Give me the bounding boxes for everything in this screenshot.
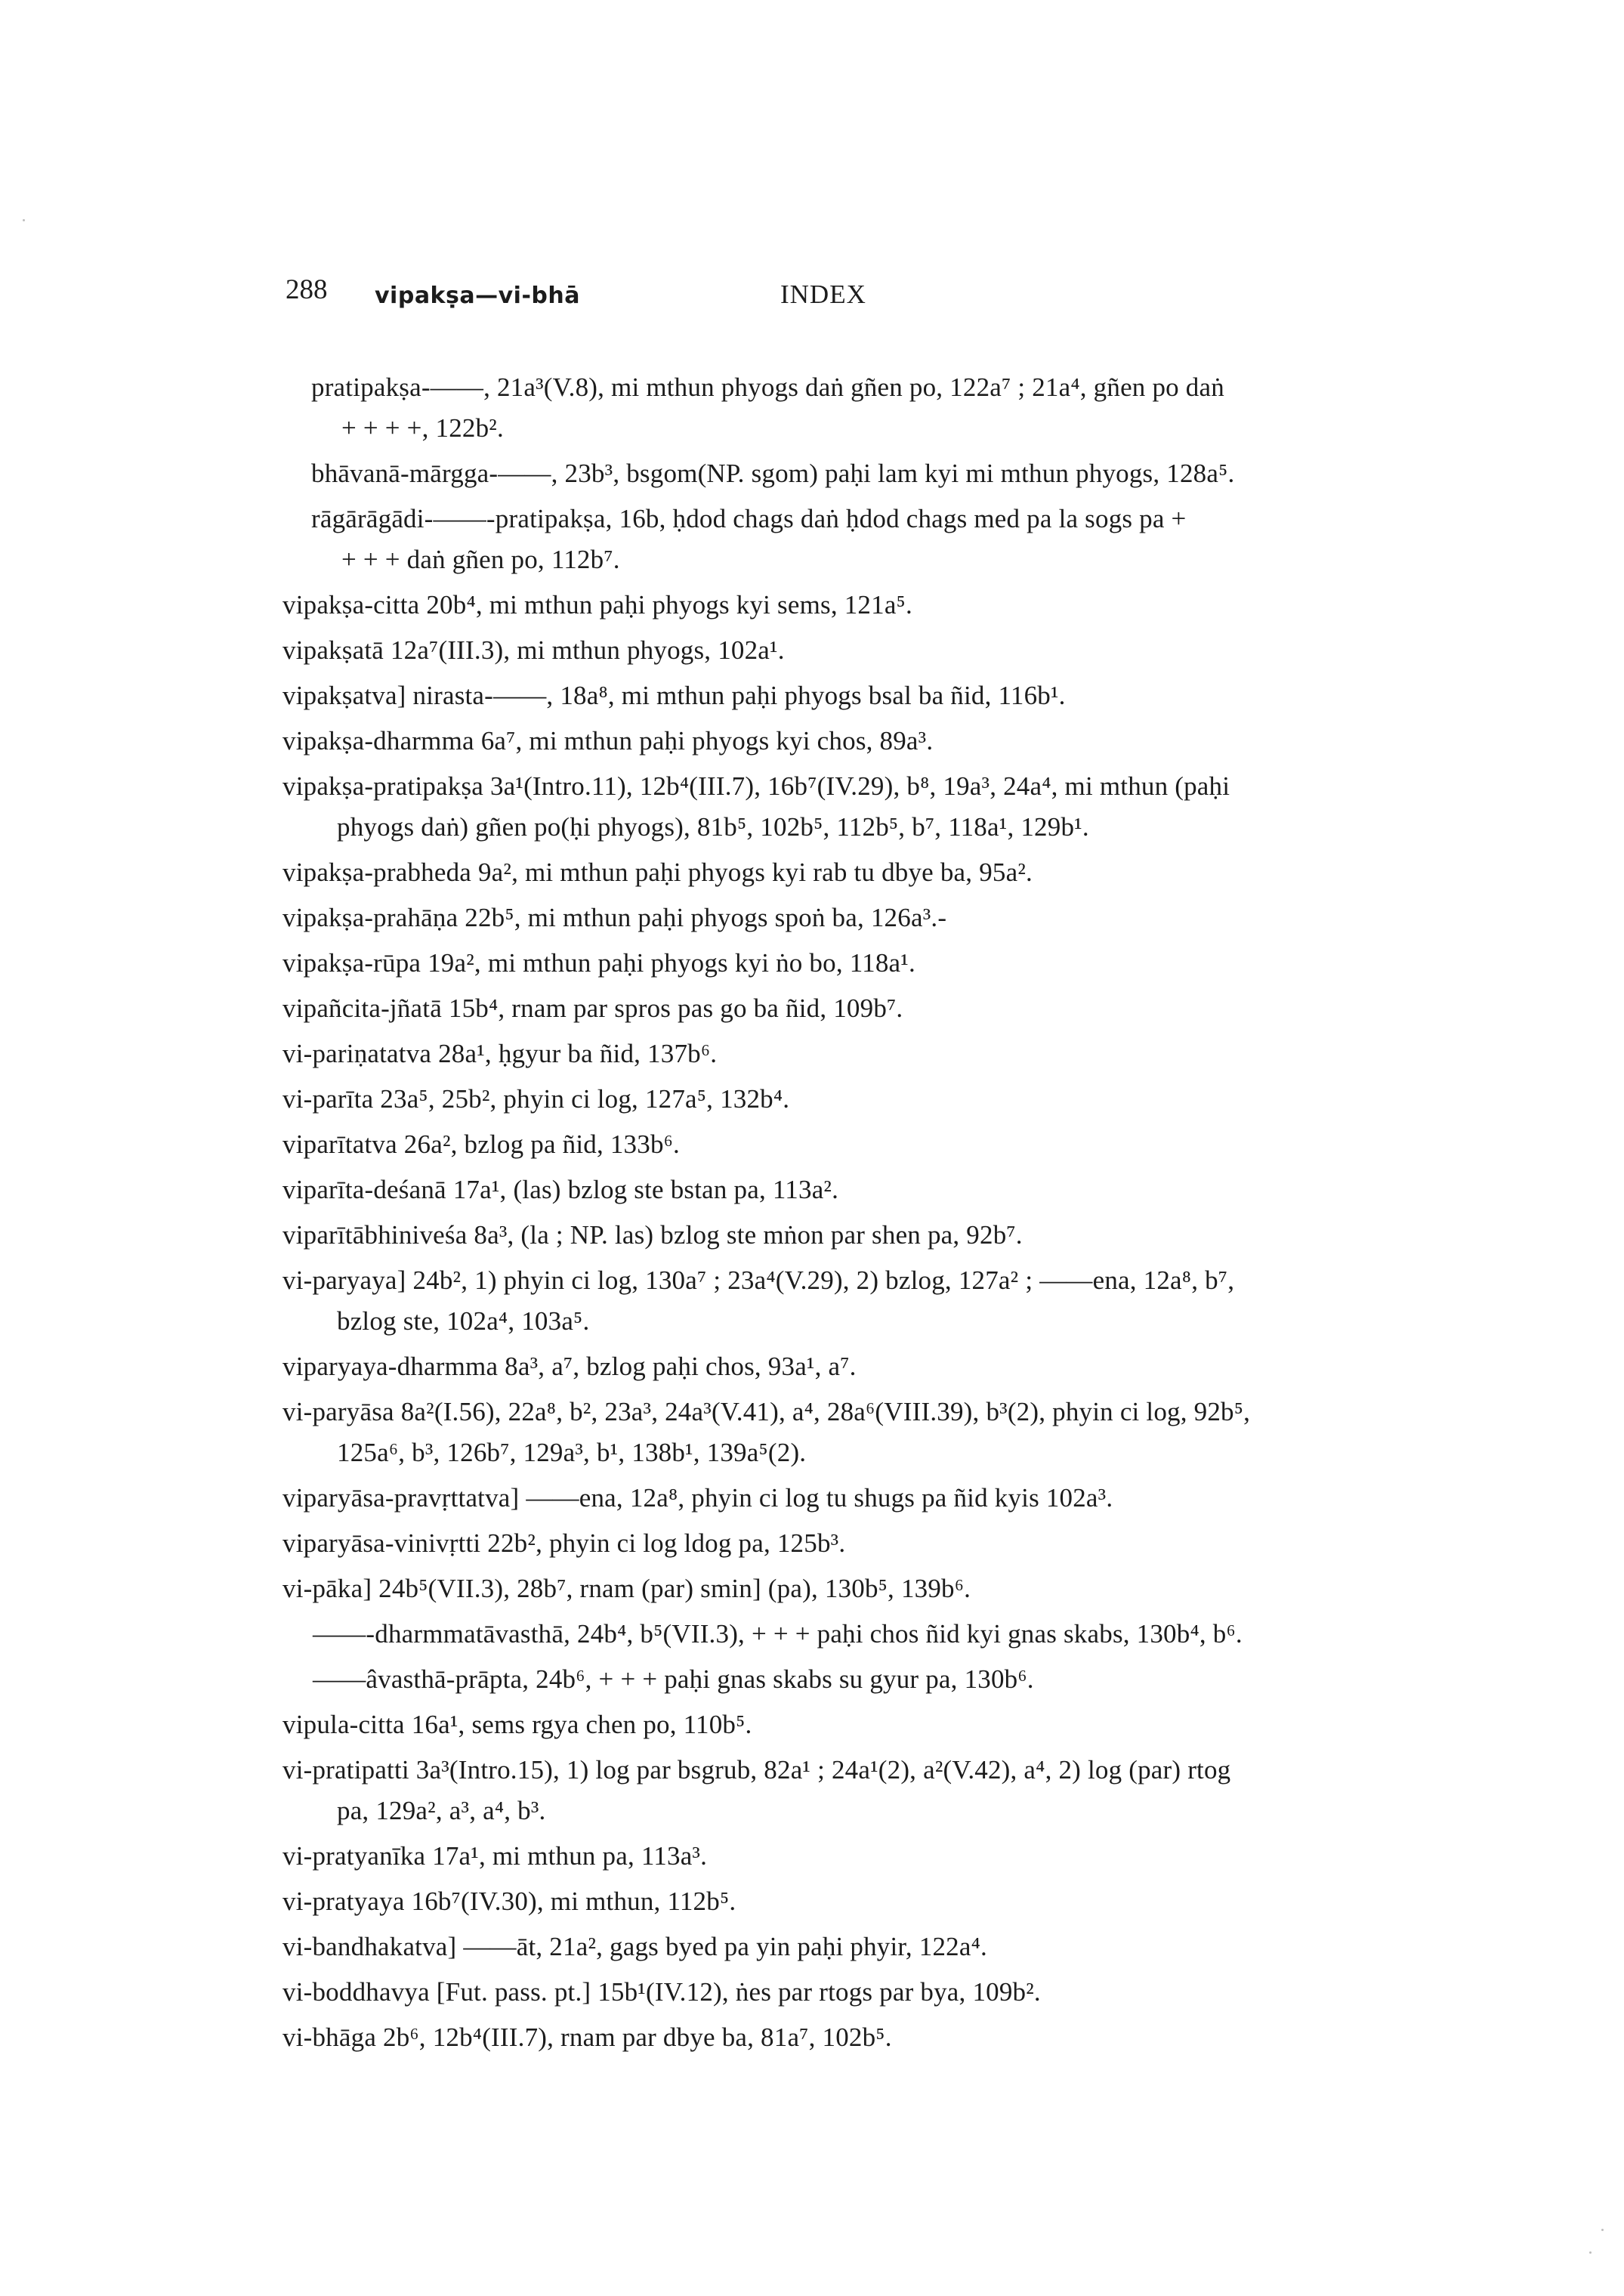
entry-line: vipakṣatā 12a⁷(III.3), mi mthun phyogs, 102a¹. bbox=[283, 635, 785, 665]
index-entry bbox=[0, 453, 1624, 494]
entry-line: vi-bandhakatva] ——āt, 21a², gags byed pa yin paḥi phyir, 122a⁴. bbox=[283, 1932, 987, 1961]
entry-line: + + + daṅ gñen po, 112b⁷. bbox=[341, 545, 620, 574]
index-entry bbox=[0, 1478, 1624, 1519]
entry-line: vi-pratyanīka 17a¹, mi mthun pa, 113a³. bbox=[283, 1841, 708, 1871]
scan-speck bbox=[23, 219, 25, 221]
entry-line: vi-parīta 23a⁵, 25b², phyin ci log, 127a⁵, 132b⁴. bbox=[283, 1084, 790, 1114]
index-entry bbox=[0, 585, 1624, 626]
entry-line: pratipakṣa-——, 21a³(V.8), mi mthun phyogs daṅ gñen po, 122a⁷ ; 21a⁴, gñen po daṅ bbox=[311, 372, 1224, 402]
entry-line: ——âvasthā-prāpta, 24b⁶, + + + paḥi gnas skabs su gyur pa, 130b⁶. bbox=[313, 1664, 1034, 1694]
entry-line: vi-boddhavya [Fut. pass. pt.] 15b¹(IV.12), ṅes par rtogs par bya, 109b². bbox=[283, 1977, 1041, 2007]
page-number: 288 bbox=[286, 274, 328, 305]
entry-line: vi-pariṇatatva 28a¹, ḥgyur ba ñid, 137b⁶. bbox=[283, 1039, 718, 1068]
entry-line: rāgārāgādi-——-pratipakṣa, 16b, ḥdod chags daṅ ḥdod chags med pa la sogs pa + bbox=[311, 504, 1187, 533]
entry-line: vipakṣa-dharmma 6a⁷, mi mthun paḥi phyogs kyi chos, 89a³. bbox=[283, 726, 934, 756]
entry-line: pa, 129a², a³, a⁴, b³. bbox=[337, 1796, 546, 1825]
entry-line: vipañcita-jñatā 15b⁴, rnam par spros pas go ba ñid, 109b⁷. bbox=[283, 993, 903, 1023]
index-entry bbox=[0, 721, 1624, 762]
entry-line: viparyāsa-pravṛttatva] ——ena, 12a⁸, phyin ci log tu shugs pa ñid kyis 102a³. bbox=[283, 1483, 1113, 1513]
index-entry bbox=[0, 1614, 1624, 1655]
index-entry bbox=[0, 988, 1624, 1029]
entry-line: vipakṣa-pratipakṣa 3a¹(Intro.11), 12b⁴(III.7), 16b⁷(IV.29), b⁸, 19a³, 24a⁴, mi mthun (paḥi bbox=[283, 771, 1230, 801]
entry-line: 125a⁶, b³, 126b⁷, 129a³, b¹, 138b¹, 139a⁵(2). bbox=[337, 1438, 807, 1467]
index-entry bbox=[0, 1124, 1624, 1165]
entry-line: bzlog ste, 102a⁴, 103a⁵. bbox=[337, 1306, 590, 1336]
index-entry bbox=[0, 675, 1624, 716]
entry-line: vipakṣa-rūpa 19a², mi mthun paḥi phyogs kyi ṅo bo, 118a¹. bbox=[283, 948, 915, 978]
index-entry bbox=[0, 1704, 1624, 1745]
scan-speck bbox=[1589, 2251, 1592, 2254]
index-entry bbox=[0, 766, 1624, 848]
index-entries bbox=[0, 367, 1624, 2063]
index-entry bbox=[0, 499, 1624, 580]
entry-line: vi-bhāga 2b⁶, 12b⁴(III.7), rnam par dbye ba, 81a⁷, 102b⁵. bbox=[283, 2023, 892, 2052]
index-entry bbox=[0, 367, 1624, 449]
entry-line: vi-pāka] 24b⁵(VII.3), 28b⁷, rnam (par) smin] (pa), 130b⁵, 139b⁶. bbox=[283, 1574, 971, 1603]
index-entry bbox=[0, 852, 1624, 893]
entry-line: vipakṣa-citta 20b⁴, mi mthun paḥi phyogs kyi sems, 121a⁵. bbox=[283, 590, 912, 620]
index-entry bbox=[0, 1972, 1624, 2013]
entry-line: viparyaya-dharmma 8a³, a⁷, bzlog paḥi chos, 93a¹, a⁷. bbox=[283, 1352, 857, 1381]
scan-speck bbox=[1601, 2229, 1604, 2231]
index-entry bbox=[0, 1750, 1624, 1831]
index-entry bbox=[0, 1568, 1624, 1609]
index-entry bbox=[0, 1659, 1624, 1700]
entry-line: vipakṣatva] nirasta-——, 18a⁸, mi mthun paḥi phyogs bsal ba ñid, 116b¹. bbox=[283, 681, 1066, 710]
entry-line: ——-dharmmatāvasthā, 24b⁴, b⁵(VII.3), + + + paḥi chos ñid kyi gnas skabs, 130b⁴, b⁶. bbox=[313, 1619, 1243, 1649]
entry-line: vipakṣa-prahāṇa 22b⁵, mi mthun paḥi phyogs spoṅ ba, 126a³.- bbox=[283, 903, 947, 932]
index-entry bbox=[0, 2017, 1624, 2058]
index-entry bbox=[0, 898, 1624, 938]
index-entry bbox=[0, 1079, 1624, 1120]
entry-line: bhāvanā-mārgga-——, 23b³, bsgom(NP. sgom) paḥi lam kyi mi mthun phyogs, 128a⁵. bbox=[311, 459, 1235, 488]
index-entry bbox=[0, 1346, 1624, 1387]
index-entry bbox=[0, 1034, 1624, 1074]
entry-line: vi-pratipatti 3a³(Intro.15), 1) log par bsgrub, 82a¹ ; 24a¹(2), a²(V.42), a⁴, 2) log (par) rtog bbox=[283, 1755, 1231, 1785]
entry-line: phyogs daṅ) gñen po(ḥi phyogs), 81b⁵, 102b⁵, 112b⁵, b⁷, 118a¹, 129b¹. bbox=[337, 812, 1089, 842]
entry-line: vi-pratyaya 16b⁷(IV.30), mi mthun, 112b⁵. bbox=[283, 1887, 736, 1916]
index-entry bbox=[0, 630, 1624, 671]
index-entry bbox=[0, 1836, 1624, 1877]
index-entry bbox=[0, 1170, 1624, 1210]
index-entry bbox=[0, 1523, 1624, 1564]
entry-line: viparīta-deśanā 17a¹, (las) bzlog ste bstan pa, 113a². bbox=[283, 1175, 839, 1204]
page-header bbox=[0, 273, 1624, 319]
entry-line: viparītatva 26a², bzlog pa ñid, 133b⁶. bbox=[283, 1129, 681, 1159]
entry-line: vipakṣa-prabheda 9a², mi mthun paḥi phyogs kyi rab tu dbye ba, 95a². bbox=[283, 858, 1033, 887]
page-title: INDEX bbox=[780, 280, 866, 309]
running-head: vipakṣa—vi-bhā bbox=[375, 283, 580, 309]
entry-line: + + + +, 122b². bbox=[341, 413, 504, 443]
index-entry bbox=[0, 1927, 1624, 1967]
entry-line: vipula-citta 16a¹, sems rgya chen po, 110b⁵. bbox=[283, 1710, 752, 1739]
entry-line: viparyāsa-vinivṛtti 22b², phyin ci log ldog pa, 125b³. bbox=[283, 1528, 846, 1558]
entry-line: vi-paryāsa 8a²(I.56), 22a⁸, b², 23a³, 24a³(V.41), a⁴, 28a⁶(VIII.39), b³(2), phyin ci log, 92b⁵, bbox=[283, 1397, 1251, 1426]
index-entry bbox=[0, 943, 1624, 984]
index-entry bbox=[0, 1392, 1624, 1473]
index-entry bbox=[0, 1260, 1624, 1342]
index-entry bbox=[0, 1215, 1624, 1256]
entry-line: viparītābhiniveśa 8a³, (la ; NP. las) bzlog ste mṅon par shen pa, 92b⁷. bbox=[283, 1220, 1023, 1250]
entry-line: vi-paryaya] 24b², 1) phyin ci log, 130a⁷ ; 23a⁴(V.29), 2) bzlog, 127a² ; ——ena, 12a⁸, b⁷, bbox=[283, 1265, 1235, 1295]
index-entry bbox=[0, 1881, 1624, 1922]
